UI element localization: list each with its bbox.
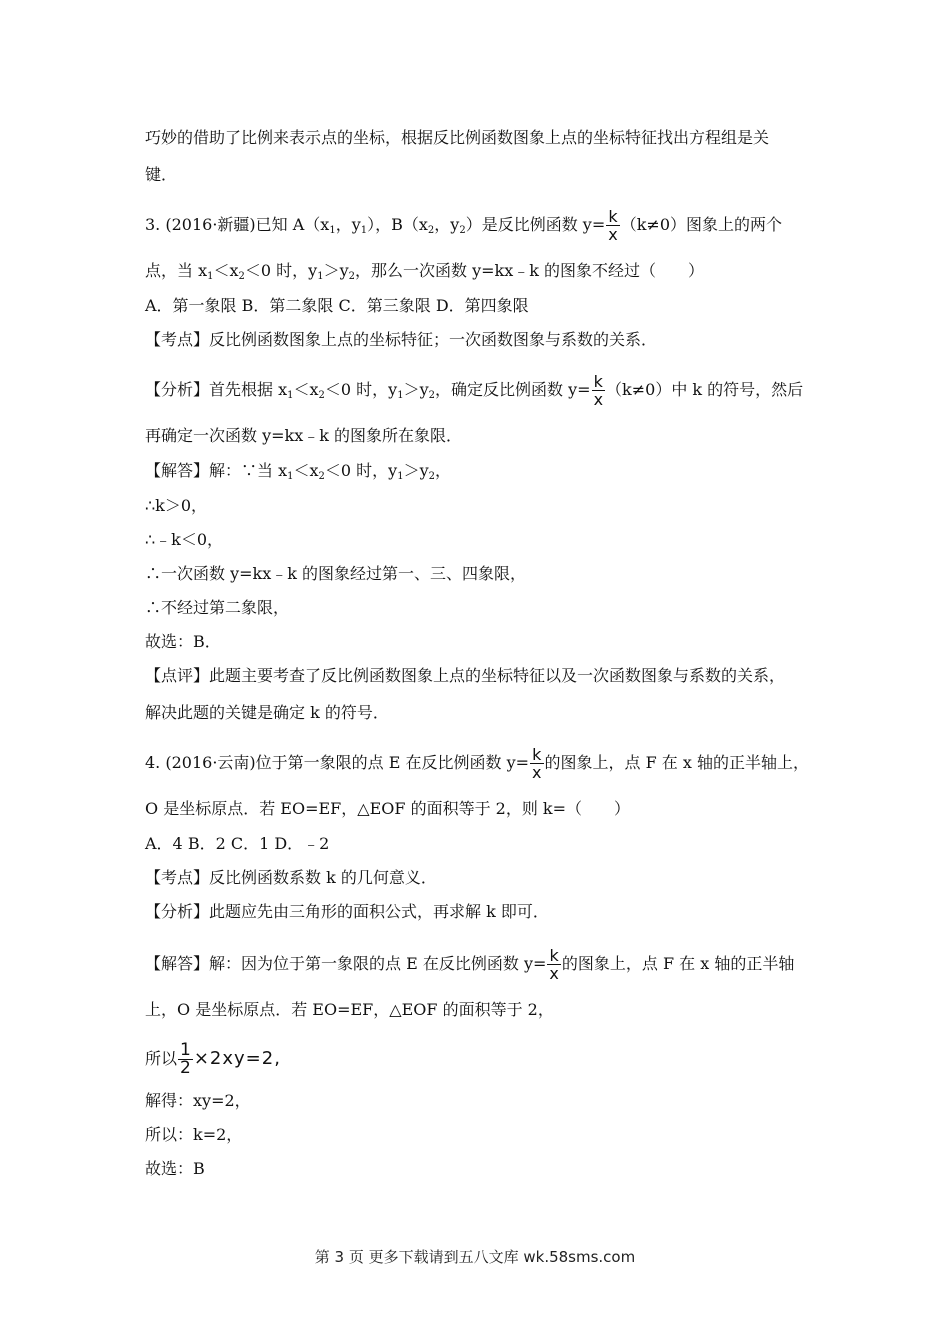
page-footer: 第 3 页 更多下载请到五八文库 wk.58sms.com xyxy=(314,1248,636,1266)
q3-stem-line-2: 点，当 $x_1<x_2<0$ 时，$y_1>y_2$，那么一次函数 y=kx﹣k 的图象不经过（ ） xyxy=(145,261,705,282)
fraction-k-over-x: $\frac{k}{x}$ xyxy=(549,946,559,983)
intro-line-1: 巧妙的借助了比例来表示点的坐标，根据反比例函数图象上点的坐标特征找出方程组是关 xyxy=(145,128,770,147)
q3-step-2: ∴﹣k＜0， xyxy=(145,530,224,549)
q3-kaodian: 【考点】反比例函数图象上点的坐标特征；一次函数图象与系数的关系． xyxy=(145,330,658,349)
q3-dianping-line-2: 解决此题的关键是确定 k 的符号． xyxy=(145,703,389,722)
fraction-k-over-x: $\frac{k}{x}$ xyxy=(532,745,542,782)
q4-choose: 故选：B xyxy=(145,1159,205,1178)
q4-jiede: 解得：xy=2， xyxy=(145,1091,251,1110)
q3-fenxi: 【分析】首先根据 $x_1<x_2<0$ 时，$y_1>y_2$，确定反比例函数 y= $\frac{k}{x}$ （k≠0）中 k 的符号，然后 xyxy=(145,372,804,409)
q3-stem: 3. (2016·新疆)已知 $A(x_1$，$y_1$），$B(x_2$，$y_2$）是反比例函数 y= $\frac{k}{x}$ （k≠0）图象上的两个 xyxy=(145,207,783,244)
q4-kaodian: 【考点】反比例函数系数 k 的几何意义． xyxy=(145,868,437,887)
intro-line-2: 键． xyxy=(145,165,178,184)
q3-fenxi-line-2: 再确定一次函数 y=kx﹣k 的图象所在象限． xyxy=(145,426,463,445)
q4-stem: 4. (2016·云南)位于第一象限的点 E 在反比例函数 y= $\frac{k}{x}$ 的图象上，点 F 在 x 轴的正半轴上， xyxy=(145,745,809,782)
q3-jieda: 【解答】解：∵当 $x_1<x_2<0$ 时，$y_1>y_2$， xyxy=(145,461,452,482)
q3-step-3: ∴一次函数 y=kx﹣k 的图象经过第一、三、四象限， xyxy=(145,564,527,583)
q4-suoyi-2: 所以：k=2， xyxy=(145,1125,243,1144)
q3-choose: 故选：B． xyxy=(145,632,221,651)
q4-jieda-line-2: 上，O 是坐标原点．若 EO=EF，△EOF 的面积等于 2， xyxy=(145,1000,554,1019)
fraction-k-over-x: $\frac{k}{x}$ xyxy=(608,207,618,244)
q4-options: A．4 B．2 C．1 D．﹣2 xyxy=(145,834,330,853)
q4-jieda: 【解答】解：因为位于第一象限的点 E 在反比例函数 y= $\frac{k}{x}$ 的图象上，点 F 在 x 轴的正半轴 xyxy=(145,946,795,983)
q4-stem-line-2: O 是坐标原点．若 EO=EF，△EOF 的面积等于 2，则 k=（ ） xyxy=(145,799,631,818)
q3-step-1: ∴k＞0， xyxy=(145,496,208,515)
q3-step-4: ∴不经过第二象限， xyxy=(145,598,290,617)
q3-options: A．第一象限 B．第二象限 C．第三象限 D．第四象限 xyxy=(145,296,529,315)
q3-dianping: 【点评】此题主要考查了反比例函数图象上点的坐标特征以及一次函数图象与系数的关系， xyxy=(145,666,786,685)
fraction-one-half: $\frac{1}{2}$ xyxy=(180,1040,191,1078)
fraction-k-over-x: $\frac{k}{x}$ xyxy=(593,372,604,409)
q4-fenxi: 【分析】此题应先由三角形的面积公式，再求解 k 即可． xyxy=(145,902,549,921)
q4-suoyi: 所以 $\frac{1}{2}$ ×2xy=2, xyxy=(145,1040,281,1078)
